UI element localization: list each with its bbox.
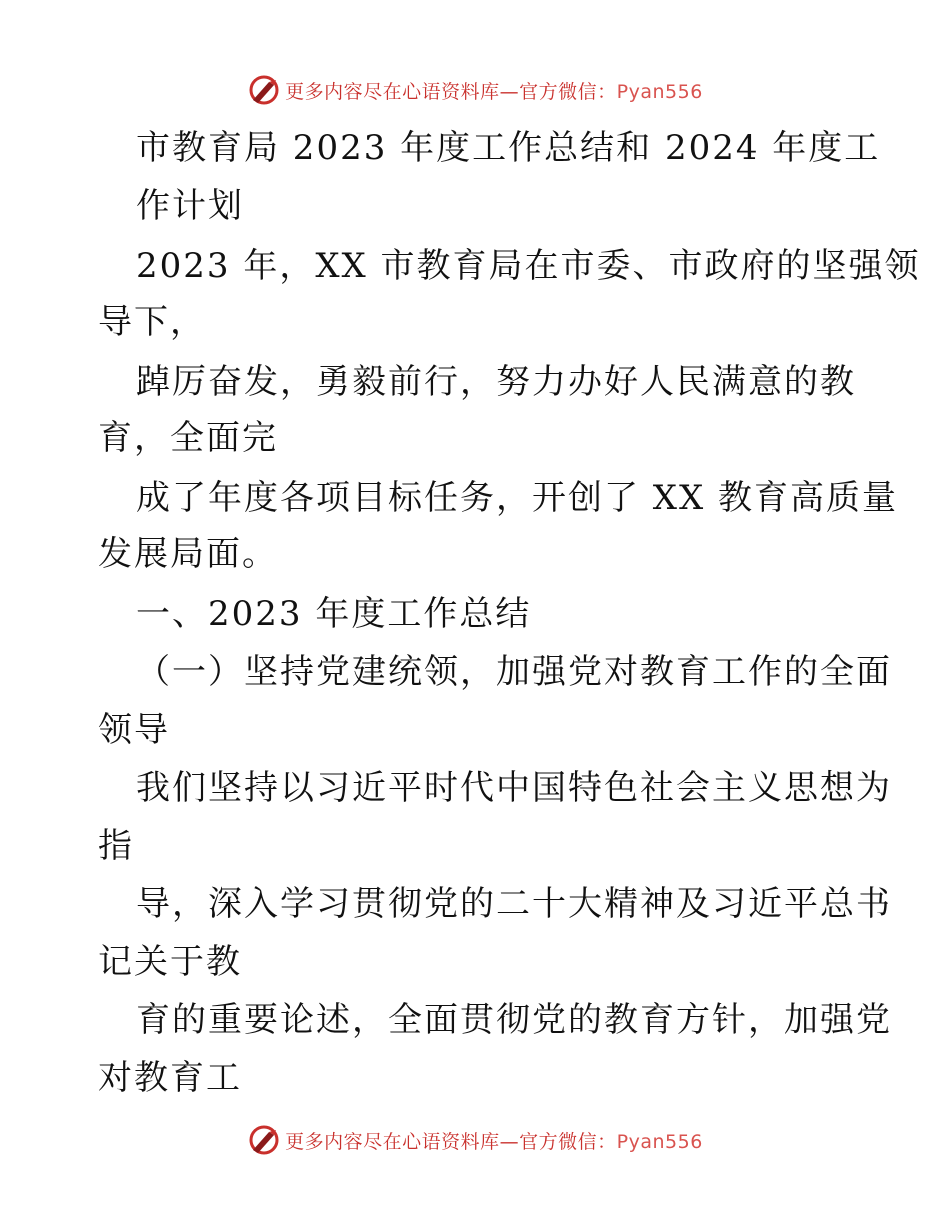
pen-logo-icon <box>247 1123 281 1157</box>
pen-logo-icon <box>247 73 281 107</box>
doc-title-line-2: 作计划 <box>136 186 244 226</box>
banner-text: 更多内容尽在心语资料库—官方微信：Pyan556 <box>285 80 703 103</box>
doc-line: 记关于教 <box>98 942 242 982</box>
doc-line: 导，深入学习贯彻党的二十大精神及习近平总书 <box>136 884 892 924</box>
doc-subsection-heading: （一）坚持党建统领，加强党对教育工作的全面 <box>136 652 892 692</box>
doc-line: 对教育工 <box>98 1058 242 1098</box>
doc-line: 导下， <box>98 302 206 342</box>
footer-banner <box>0 1120 950 1160</box>
doc-line: 育的重要论述，全面贯彻党的教育方针，加强党 <box>136 1000 892 1040</box>
doc-line: 育，全面完 <box>98 418 278 458</box>
header-banner <box>0 70 950 110</box>
doc-section-heading: 一、2023 年度工作总结 <box>136 594 532 634</box>
doc-line: 我们坚持以习近平时代中国特色社会主义思想为 <box>136 768 892 808</box>
doc-line: 发展局面。 <box>98 534 278 574</box>
doc-line: 2023 年，XX 市教育局在市委、市政府的坚强领 <box>136 246 921 286</box>
doc-line: 领导 <box>98 710 170 750</box>
doc-title-line-1: 市教育局 2023 年度工作总结和 2024 年度工 <box>136 128 881 168</box>
banner-text: 更多内容尽在心语资料库—官方微信：Pyan556 <box>285 1130 703 1153</box>
doc-line: 指 <box>98 826 134 866</box>
doc-line: 踔厉奋发，勇毅前行，努力办好人民满意的教 <box>136 362 856 402</box>
doc-line: 成了年度各项目标任务，开创了 XX 教育高质量 <box>136 478 899 518</box>
